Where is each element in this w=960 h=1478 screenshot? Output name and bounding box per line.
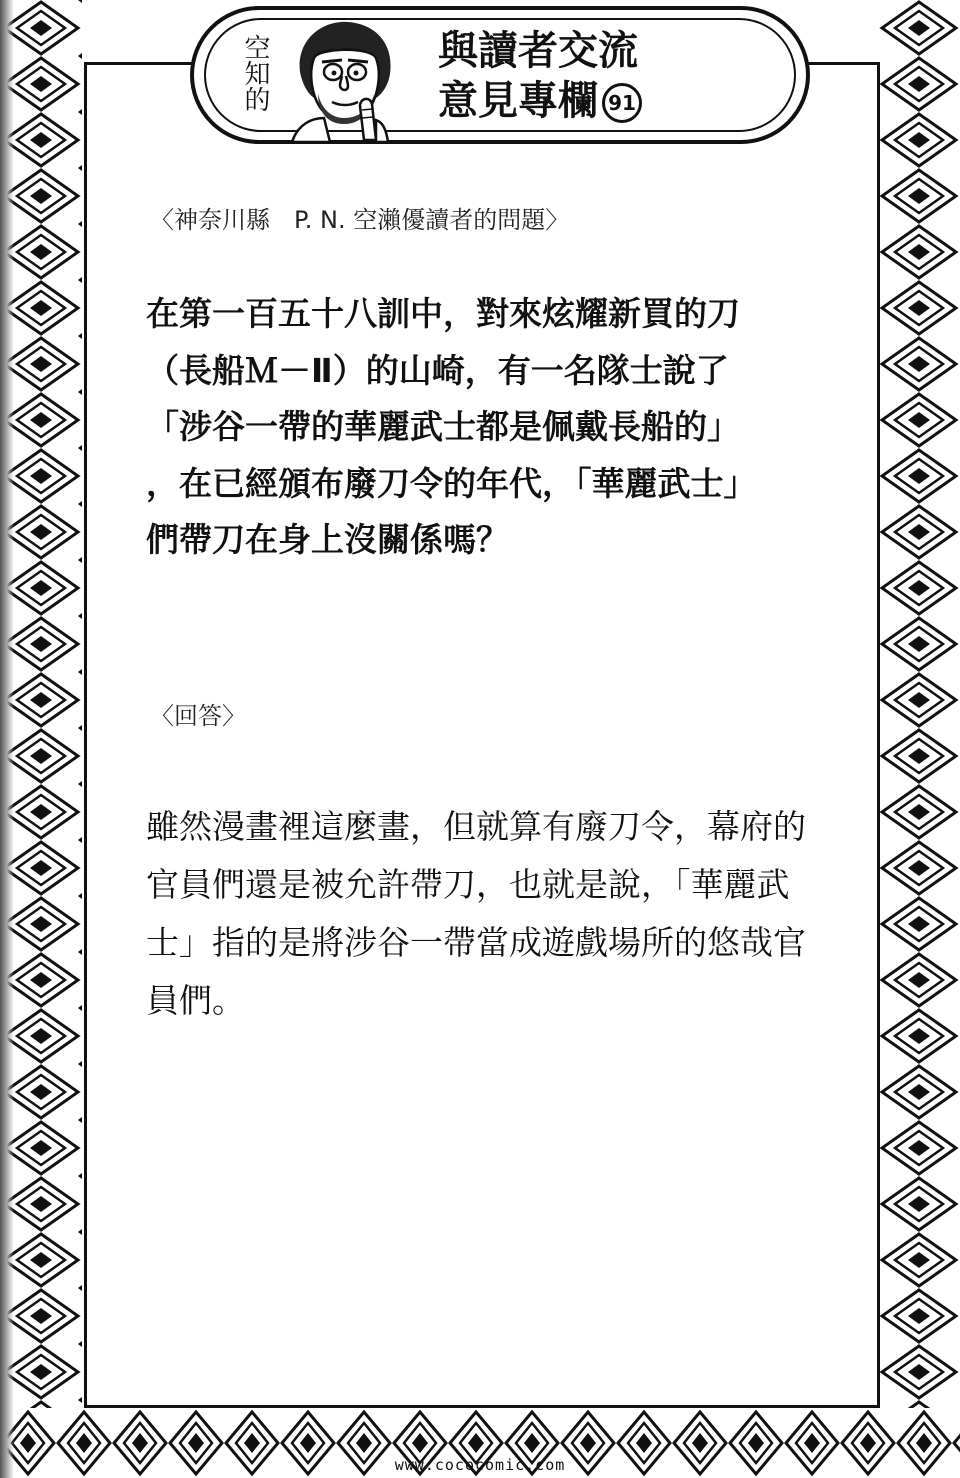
answer-line: 員們。 [146,981,245,1020]
author-mascot-illustration [278,14,408,142]
answer-body [146,798,886,1030]
banner-vertical-label: 空知的 [240,34,270,112]
answer-header: 〈回答〉 [150,702,246,730]
content-panel [84,62,880,1408]
answer-line: 士」指的是將涉谷一帶當成遊戲場所的悠哉官 [146,923,806,962]
site-watermark: www.cococomic.com [394,1456,566,1474]
question-body [146,286,876,569]
binding-shadow [0,0,14,1478]
banner-title-line2 [438,76,758,126]
right-diamond-border [878,0,960,1478]
question-line: 們帶刀在身上沒關係嗎？ [146,520,509,559]
banner-title [438,26,758,126]
question-header: 〈神奈川縣 P. N. 空瀨優讀者的問題〉 [150,206,570,234]
answer-line: 官員們還是被允許帶刀，也就是說，「華麗武 [146,865,790,904]
answer-line: 雖然漫畫裡這麼畫，但就算有廢刀令，幕府的 [146,807,806,846]
question-line: 在第一百五十八訓中，對來炫耀新買的刀 [146,294,740,333]
question-line: （長船Ｍ－Ⅱ）的山崎，有一名隊士說了 [146,350,729,390]
banner-title-line2-text: 意見專欄 [438,78,598,124]
issue-number-badge: 91 [602,83,642,123]
banner-title-line1: 與讀者交流 [438,28,638,74]
question-line: 「涉谷一帶的華麗武士都是佩戴長船的」 [146,407,740,446]
question-line: ，在已經頒布廢刀令的年代，「華麗武士」 [146,463,757,503]
